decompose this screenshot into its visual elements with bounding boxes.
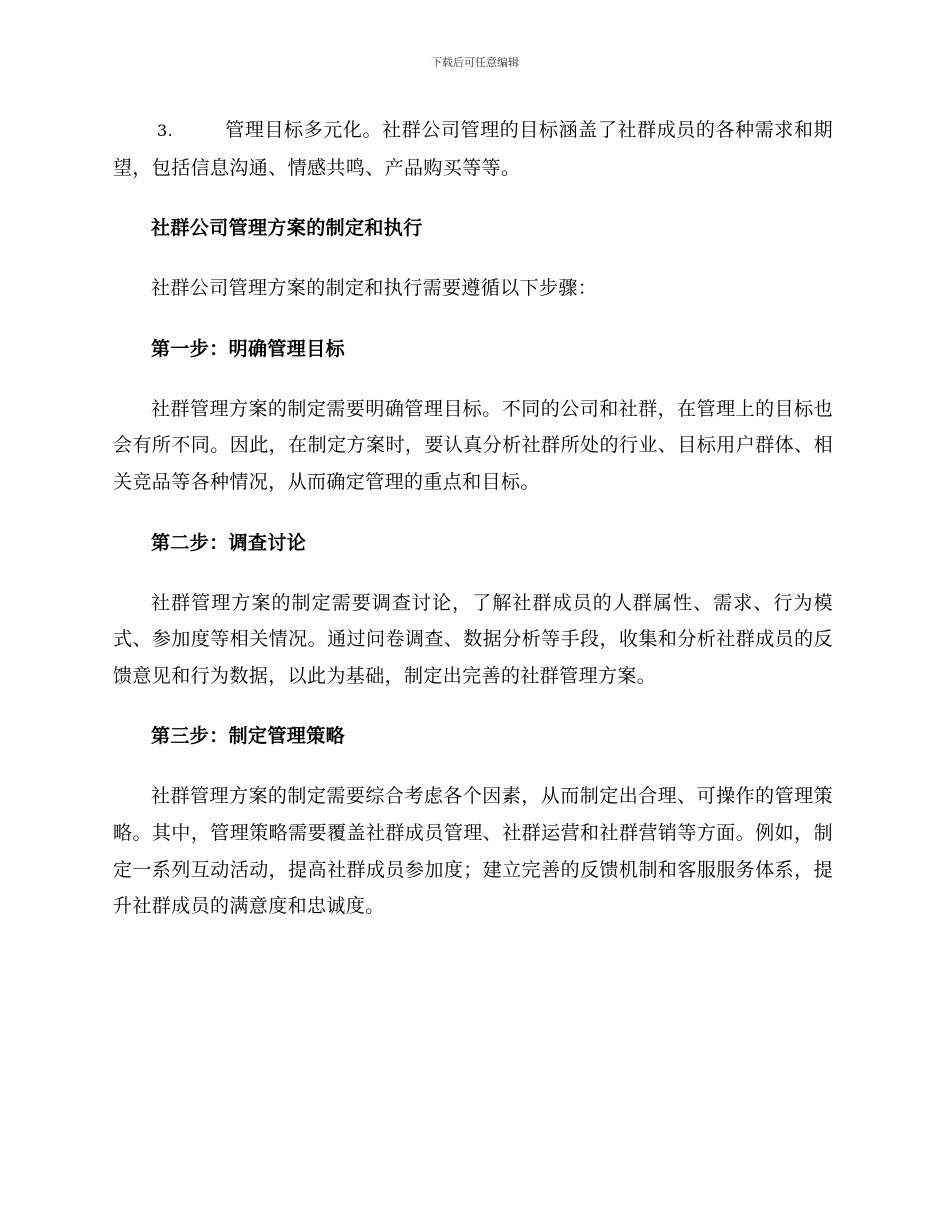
step1-paragraph: 社群管理方案的制定需要明确管理目标。不同的公司和社群，在管理上的目标也会有所不同。因此，在制定方案时，要认真分析社群所处的行业、目标用户群体、相关竞品等各种情况，从而确定管理的重点和目标。 [113, 397, 833, 493]
step2-heading: 第二步：调查讨论 [151, 531, 307, 554]
step1-heading: 第一步：明确管理目标 [151, 337, 346, 360]
step2-paragraph: 社群管理方案的制定需要调查讨论，了解社群成员的人群属性、需求、行为模式、参加度等相关情况。通过问卷调查、数据分析等手段，收集和分析社群成员的反馈意见和行为数据，以此为基础，制定出完善的社群管理方案。 [113, 591, 833, 687]
section-heading: 社群公司管理方案的制定和执行 [151, 217, 423, 240]
intro-paragraph: 社群公司管理方案的制定和执行需要遵循以下步骤： [151, 277, 598, 300]
list-item-text: 管理目标多元化。社群公司管理的目标涵盖了社群成员的各种需求和期望，包括信息沟通、情感共鸣、产品购买等等。 [113, 119, 833, 179]
list-item-number: 3. [157, 121, 174, 140]
page-header-note: 下载后可任意编辑 [431, 56, 519, 69]
document-body [113, 112, 833, 949]
list-item-3 [113, 112, 833, 186]
step3-heading: 第三步：制定管理策略 [151, 725, 346, 748]
step3-paragraph: 社群管理方案的制定需要综合考虑各个因素，从而制定出合理、可操作的管理策略。其中，管理策略需要覆盖社群成员管理、社群运营和社群营销等方面。例如，制定一系列互动活动，提高社群成员参加度；建立完善的反馈机制和客服服务体系，提升社群成员的满意度和忠诚度。 [113, 785, 833, 918]
